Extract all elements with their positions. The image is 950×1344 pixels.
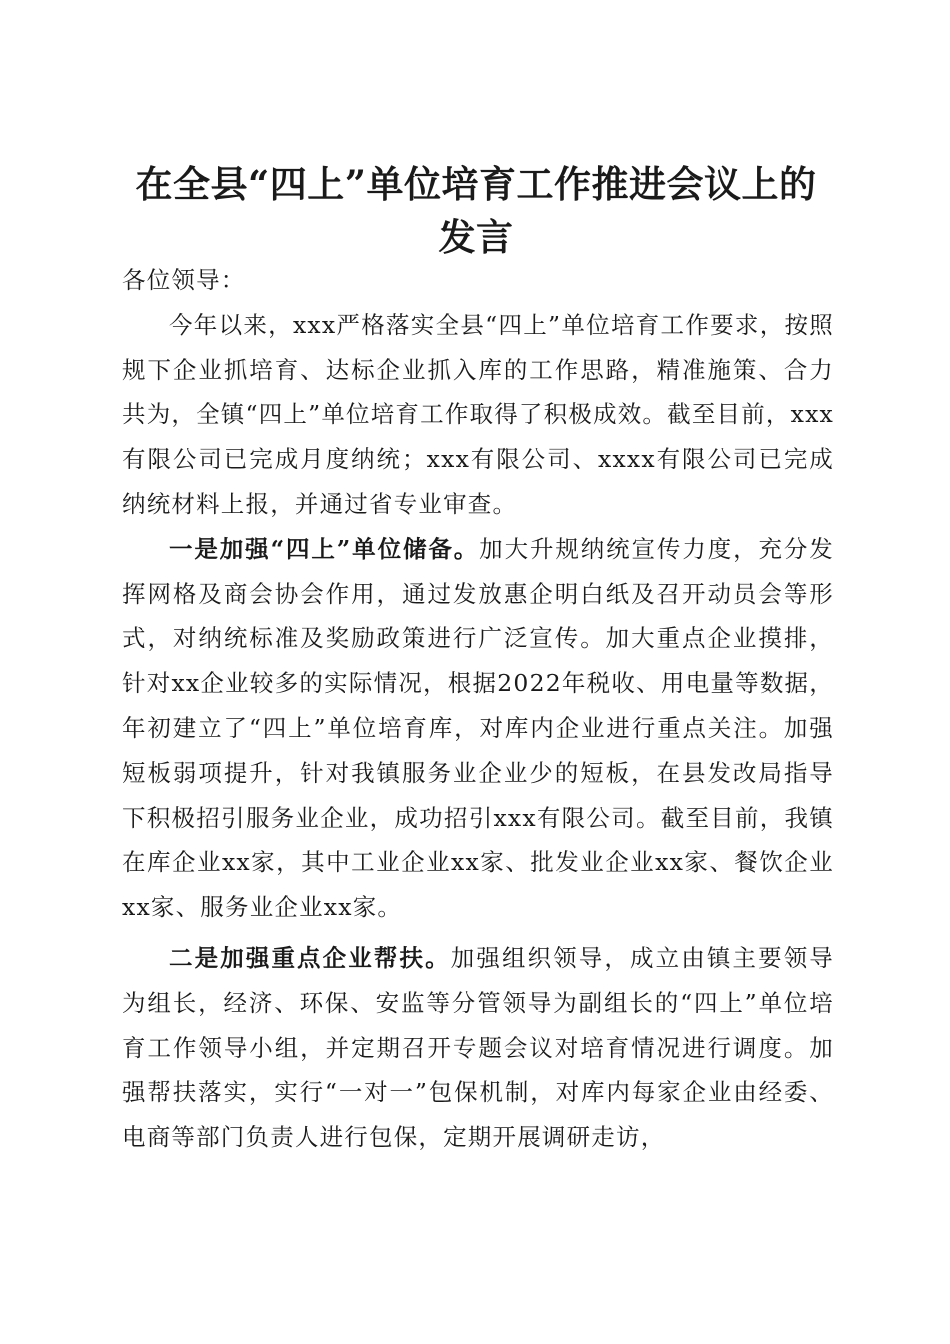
document-body [122, 258, 834, 1160]
section-2-paragraph [122, 936, 834, 1160]
document-title: 在全县“四上”单位培育工作推进会议上的发言 [135, 161, 817, 259]
intro-paragraph: 今年以来，xxx严格落实全县“四上”单位培育工作要求，按照规下企业抓培育、达标企业抓入库的工作思路，精准施策、合力共为，全镇“四上”单位培育工作取得了积极成效。截至目前，xxx有限公司已完成月度纳统；xxx有限公司、xxxx有限公司已完成纳统材料上报，并通过省专业审查。 [122, 310, 834, 518]
section-2-lead: 二是加强重点企业帮扶。 [169, 943, 451, 972]
section-1-text: 加大升规纳统宣传力度，充分发挥网格及商会协会作用，通过发放惠企明白纸及召开动员会等形式，对纳统标准及奖励政策进行广泛宣传。加大重点企业摸排，针对xx企业较多的实际情况，根据2022年税收、用电量等数据，年初建立了“四上”单位培育库，对库内企业进行重点关注。加强短板弱项提升，针对我镇服务业企业少的短板，在县发改局指导下积极招引服务业企业，成功招引xxx有限公司。截至目前，我镇在库企业xx家，其中工业企业xx家、批发业企业xx家、餐饮企业xx家、服务业企业xx家。 [122, 534, 834, 922]
salutation: 各位领导： [122, 266, 246, 294]
section-1-paragraph [122, 527, 834, 930]
section-2-text: 加强组织领导，成立由镇主要领导为组长，经济、环保、安监等分管领导为副组长的“四上”单位培育工作领导小组，并定期召开专题会议对培育情况进行调度。加强帮扶落实，实行“一对一”包保机制，对库内每家企业由经委、电商等部门负责人进行包保，定期开展调研走访， [122, 943, 835, 1152]
section-1-lead: 一是加强“四上”单位储备。 [169, 534, 480, 563]
